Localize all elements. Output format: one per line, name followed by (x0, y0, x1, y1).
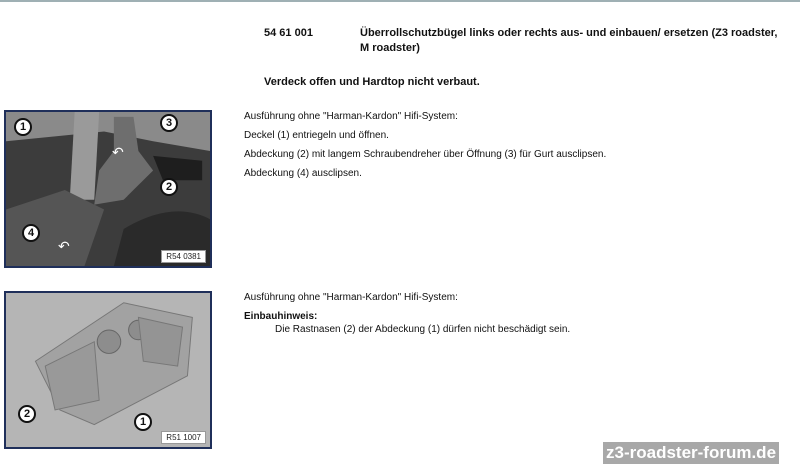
precondition: Verdeck offen und Hardtop nicht verbaut. (264, 76, 480, 88)
installation-hint-label: Einbauhinweis: (244, 311, 318, 322)
step-2: Abdeckung (2) mit langem Schraubendreher über Öffnung (3) für Gurt ausclipsen. (244, 149, 607, 160)
callout-2: 2 (18, 405, 36, 423)
top-divider (0, 0, 800, 2)
callout-4: 4 (22, 224, 40, 242)
step-1: Deckel (1) entriegeln und öffnen. (244, 130, 389, 141)
callout-2: 2 (160, 178, 178, 196)
figure-cover-part (4, 291, 212, 449)
cover-photo (6, 293, 210, 447)
callout-1: 1 (134, 413, 152, 431)
installation-hint-text: Die Rastnasen (2) der Abdeckung (1) dürfen nicht beschädigt sein. (275, 324, 571, 335)
callout-1: 1 (14, 118, 32, 136)
interior-photo (6, 112, 210, 266)
figure-label: R51 1007 (161, 431, 206, 444)
procedure-number: 54 61 001 (264, 27, 313, 39)
arrow-icon: ↶ (112, 144, 124, 160)
section2-intro: Ausführung ohne "Harman-Kardon" Hifi-System: (244, 292, 458, 303)
watermark: z3-roadster-forum.de (603, 442, 779, 464)
figure-label: R54 0381 (161, 250, 206, 263)
step-3: Abdeckung (4) ausclipsen. (244, 168, 362, 179)
arrow-icon: ↶ (58, 238, 70, 254)
callout-3: 3 (160, 114, 178, 132)
procedure-title: Überrollschutzbügel links oder rechts aus- und einbauen/ ersetzen (Z3 roadster, M roadster) (360, 27, 778, 54)
step-intro: Ausführung ohne "Harman-Kardon" Hifi-System: (244, 111, 458, 122)
figure-rollbar-interior (4, 110, 212, 268)
